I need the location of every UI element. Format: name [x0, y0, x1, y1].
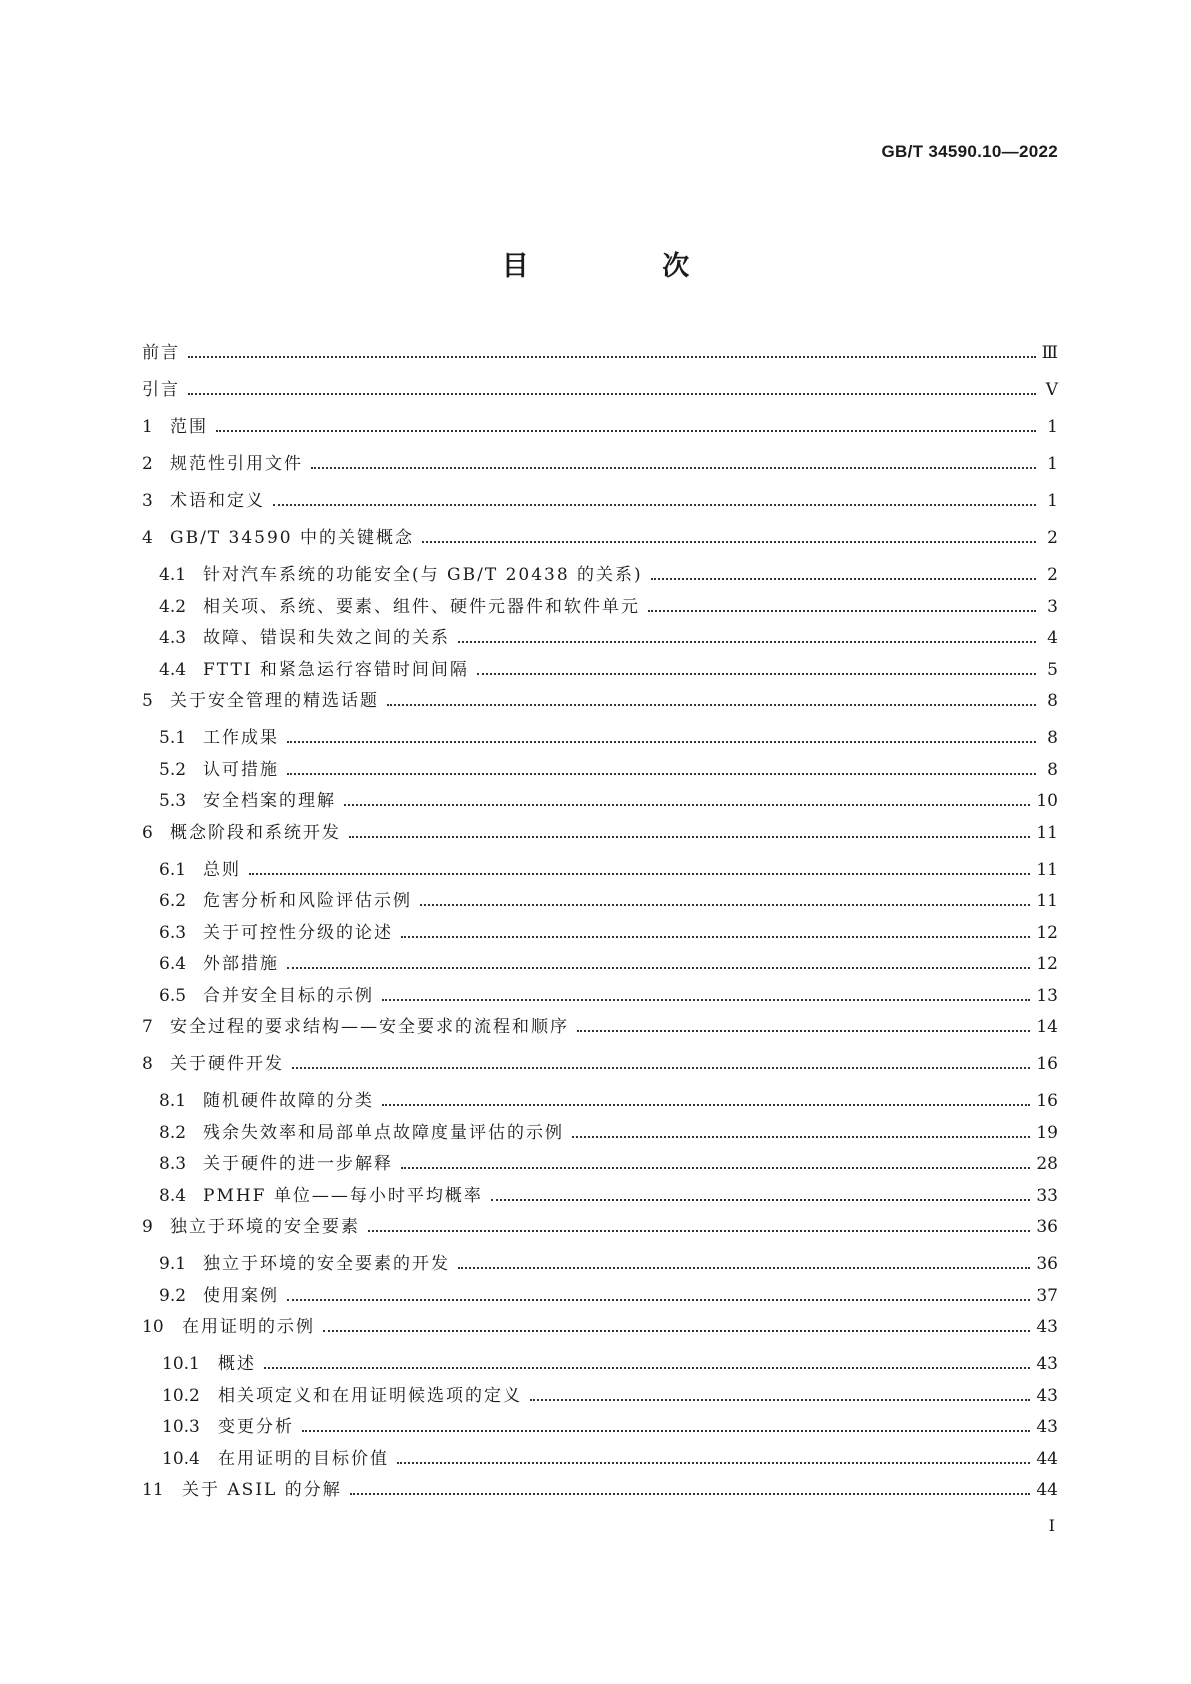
toc-subsection-entry[interactable] [142, 855, 1058, 887]
dot-leader [477, 673, 1036, 675]
toc-entry-page-number: 36 [1036, 1217, 1058, 1237]
toc-section-entry[interactable] [142, 523, 1058, 560]
toc-entry-label: 使用案例 [203, 1285, 279, 1306]
toc-subsection-entry[interactable] [142, 1412, 1058, 1444]
page-title: 目 次 [501, 251, 752, 282]
dot-leader [382, 999, 1030, 1001]
toc-entry-page-number: 16 [1036, 1091, 1058, 1111]
toc-entry-label: 相关项、系统、要素、组件、硬件元器件和软件单元 [203, 596, 640, 617]
toc-subsection-entry[interactable] [142, 560, 1058, 592]
toc-entry-label: GB/T 34590 中的关键概念 [170, 528, 415, 548]
dot-leader [273, 504, 1036, 506]
toc-entry-label: 概念阶段和系统开发 [170, 822, 341, 843]
dot-leader [530, 1399, 1030, 1401]
toc-entry-number: 9 [142, 1217, 153, 1237]
dot-leader [458, 1267, 1030, 1269]
toc-entry-number: 4 [142, 528, 153, 548]
toc-entry-number: 10.3 [162, 1417, 200, 1437]
toc-entry-label: 安全过程的要求结构——安全要求的流程和顺序 [170, 1017, 569, 1037]
toc-section-entry[interactable] [142, 1012, 1058, 1049]
toc-entry-label: 关于硬件的进一步解释 [203, 1154, 393, 1174]
toc-entry-label: 残余失效率和局部单点故障度量评估的示例 [203, 1122, 564, 1143]
toc-entry-number: 5 [142, 691, 153, 711]
toc-entry-label: 危害分析和风险评估示例 [203, 891, 412, 911]
toc-subsection-entry[interactable] [142, 1149, 1058, 1181]
dot-leader [491, 1199, 1030, 1201]
toc-entry-page-number: 4 [1047, 628, 1058, 648]
toc-entry-number: 8.3 [159, 1154, 187, 1174]
toc-entry-page-number: 44 [1036, 1448, 1058, 1469]
toc-entry-label: 在用证明的示例 [182, 1317, 315, 1337]
toc-entry-page-number: 1 [1047, 491, 1058, 511]
dot-leader [188, 393, 1036, 395]
toc-entry-number: 9.2 [159, 1285, 187, 1306]
toc-entry-page-number: 43 [1036, 1385, 1058, 1406]
toc-subsection-entry[interactable] [142, 786, 1058, 818]
toc-entry-page-number: 8 [1047, 728, 1058, 748]
toc-subsection-entry[interactable] [142, 981, 1058, 1013]
toc-entry-number: 6 [142, 822, 153, 843]
toc-entry-page-number: 43 [1036, 1417, 1058, 1437]
toc-entry-number: 8.1 [159, 1091, 187, 1111]
toc-entry-page-number: 5 [1047, 659, 1058, 680]
dot-leader [311, 467, 1036, 469]
toc-entry-label: 关于 ASIL 的分解 [182, 1480, 342, 1500]
toc-entry-label: 引言 [142, 380, 180, 400]
dot-leader [287, 741, 1036, 743]
toc-entry-page-number: 43 [1036, 1354, 1058, 1374]
dot-leader [287, 773, 1036, 775]
toc-entry-label: 关于安全管理的精选话题 [170, 691, 379, 711]
dot-leader [264, 1367, 1030, 1369]
toc-entry-page-number: 11 [1036, 859, 1058, 880]
toc-subsection-entry[interactable] [142, 1381, 1058, 1413]
toc-subsection-entry[interactable] [142, 1086, 1058, 1118]
dot-leader [387, 704, 1036, 706]
dot-leader [323, 1330, 1030, 1332]
toc-section-entry[interactable] [142, 338, 1058, 375]
toc-entry-page-number: 28 [1036, 1154, 1058, 1174]
toc-subsection-entry[interactable] [142, 1444, 1058, 1476]
table-of-contents [142, 338, 1058, 1512]
toc-subsection-entry[interactable] [142, 755, 1058, 787]
toc-entry-number: 4.4 [159, 659, 187, 680]
dot-leader [368, 1230, 1030, 1232]
toc-subsection-entry[interactable] [142, 1118, 1058, 1150]
toc-entry-number: 2 [142, 454, 153, 474]
toc-entry-number: 8 [142, 1054, 153, 1074]
toc-entry-page-number: 36 [1036, 1254, 1058, 1274]
dot-leader [349, 836, 1030, 838]
toc-entry-page-number: 43 [1036, 1317, 1058, 1337]
dot-leader [292, 1067, 1030, 1069]
toc-entry-page-number: 12 [1036, 922, 1058, 943]
toc-entry-number: 6.1 [159, 859, 187, 880]
toc-entry-label: 外部措施 [203, 954, 279, 974]
toc-entry-number: 3 [142, 491, 153, 511]
dot-leader [249, 873, 1030, 875]
toc-entry-label: 变更分析 [218, 1417, 294, 1437]
dot-leader [420, 904, 1030, 906]
toc-entry-number: 5.2 [159, 759, 187, 780]
toc-subsection-entry[interactable] [142, 886, 1058, 918]
toc-entry-label: 安全档案的理解 [203, 791, 336, 811]
toc-entry-number: 5.1 [159, 728, 187, 748]
toc-entry-label: 独立于环境的安全要素 [170, 1217, 360, 1237]
toc-section-entry[interactable] [142, 1049, 1058, 1086]
toc-entry-number: 6.2 [159, 891, 187, 911]
toc-entry-number: 8.4 [159, 1185, 187, 1206]
toc-entry-number: 10 [142, 1317, 164, 1337]
toc-entry-label: 合并安全目标的示例 [203, 985, 374, 1006]
toc-entry-label: 在用证明的目标价值 [218, 1448, 389, 1469]
toc-entry-number: 7 [142, 1017, 153, 1037]
toc-subsection-entry[interactable] [142, 723, 1058, 755]
toc-section-entry[interactable] [142, 412, 1058, 449]
toc-entry-label: 规范性引用文件 [170, 454, 303, 474]
dot-leader [577, 1030, 1030, 1032]
toc-entry-number: 6.5 [159, 985, 187, 1006]
toc-entry-page-number: 8 [1047, 759, 1058, 780]
toc-entry-page-number: 33 [1036, 1185, 1058, 1206]
toc-subsection-entry[interactable] [142, 1349, 1058, 1381]
toc-entry-label: 认可措施 [203, 759, 279, 780]
dot-leader [344, 804, 1030, 806]
toc-entry-label: 针对汽车系统的功能安全(与 GB/T 20438 的关系) [203, 565, 643, 585]
toc-entry-page-number: 44 [1036, 1480, 1058, 1500]
toc-entry-label: 前言 [142, 343, 180, 363]
toc-entry-page-number: 2 [1047, 528, 1058, 548]
toc-section-entry[interactable] [142, 449, 1058, 486]
page-folio: I [1048, 1516, 1055, 1535]
toc-entry-page-number: 1 [1047, 454, 1058, 474]
toc-entry-number: 6.3 [159, 922, 187, 943]
toc-entry-page-number: 2 [1047, 565, 1058, 585]
toc-entry-page-number: 19 [1036, 1122, 1058, 1143]
dot-leader [397, 1462, 1030, 1464]
dot-leader [216, 430, 1036, 432]
dot-leader [287, 967, 1030, 969]
toc-entry-page-number: Ⅲ [1041, 343, 1058, 363]
toc-subsection-entry[interactable] [142, 918, 1058, 950]
toc-section-entry[interactable] [142, 375, 1058, 412]
toc-entry-page-number: Ⅴ [1045, 380, 1058, 400]
toc-entry-label: 关于可控性分级的论述 [203, 922, 393, 943]
dot-leader [572, 1136, 1030, 1138]
toc-entry-label: 范围 [170, 417, 208, 437]
toc-entry-label: 故障、错误和失效之间的关系 [203, 628, 450, 648]
toc-entry-number: 11 [142, 1480, 164, 1500]
toc-entry-label: 独立于环境的安全要素的开发 [203, 1254, 450, 1274]
dot-leader [287, 1299, 1030, 1301]
dot-leader [648, 610, 1036, 612]
toc-entry-label: 术语和定义 [170, 491, 265, 511]
toc-subsection-entry[interactable] [142, 1181, 1058, 1213]
toc-entry-number: 9.1 [159, 1254, 187, 1274]
dot-leader [458, 641, 1036, 643]
toc-entry-number: 4.3 [159, 628, 187, 648]
toc-subsection-entry[interactable] [142, 623, 1058, 655]
toc-section-entry[interactable] [142, 1212, 1058, 1249]
dot-leader [382, 1104, 1030, 1106]
toc-section-entry[interactable] [142, 1312, 1058, 1349]
toc-entry-page-number: 8 [1047, 691, 1058, 711]
toc-entry-page-number: 16 [1036, 1054, 1058, 1074]
toc-entry-page-number: 3 [1047, 596, 1058, 617]
document-code: GB/T 34590.10—2022 [881, 142, 1058, 161]
toc-entry-number: 10.4 [162, 1448, 200, 1469]
toc-entry-label: 概述 [218, 1354, 256, 1374]
toc-subsection-entry[interactable] [142, 1281, 1058, 1313]
toc-entry-label: PMHF 单位——每小时平均概率 [203, 1185, 483, 1206]
dot-leader [401, 1167, 1030, 1169]
toc-subsection-entry[interactable] [142, 592, 1058, 624]
dot-leader [302, 1430, 1030, 1432]
toc-entry-page-number: 13 [1036, 985, 1058, 1006]
toc-subsection-entry[interactable] [142, 949, 1058, 981]
toc-entry-page-number: 37 [1036, 1285, 1058, 1306]
dot-leader [350, 1493, 1031, 1495]
toc-entry-page-number: 11 [1036, 891, 1058, 911]
toc-entry-number: 6.4 [159, 954, 187, 974]
toc-section-entry[interactable] [142, 486, 1058, 523]
dot-leader [651, 578, 1036, 580]
dot-leader [401, 936, 1030, 938]
toc-entry-number: 5.3 [159, 791, 187, 811]
toc-entry-number: 10.2 [162, 1385, 200, 1406]
toc-entry-number: 10.1 [162, 1354, 200, 1374]
toc-subsection-entry[interactable] [142, 655, 1058, 687]
dot-leader [422, 541, 1036, 543]
toc-entry-label: FTTI 和紧急运行容错时间间隔 [203, 659, 469, 680]
toc-entry-page-number: 12 [1036, 954, 1058, 974]
toc-entry-label: 工作成果 [203, 728, 279, 748]
toc-entry-number: 1 [142, 417, 153, 437]
toc-entry-number: 4.2 [159, 596, 187, 617]
dot-leader [188, 356, 1036, 358]
toc-entry-number: 8.2 [159, 1122, 187, 1143]
toc-subsection-entry[interactable] [142, 1249, 1058, 1281]
toc-entry-page-number: 11 [1036, 822, 1058, 843]
toc-entry-label: 相关项定义和在用证明候选项的定义 [218, 1385, 522, 1406]
toc-entry-label: 总则 [203, 859, 241, 880]
toc-section-entry[interactable] [142, 686, 1058, 723]
toc-entry-page-number: 14 [1036, 1017, 1058, 1037]
toc-entry-page-number: 10 [1036, 791, 1058, 811]
toc-entry-label: 关于硬件开发 [170, 1054, 284, 1074]
toc-section-entry[interactable] [142, 818, 1058, 855]
toc-section-entry[interactable] [142, 1475, 1058, 1512]
toc-entry-page-number: 1 [1047, 417, 1058, 437]
toc-entry-number: 4.1 [159, 565, 187, 585]
toc-entry-label: 随机硬件故障的分类 [203, 1091, 374, 1111]
